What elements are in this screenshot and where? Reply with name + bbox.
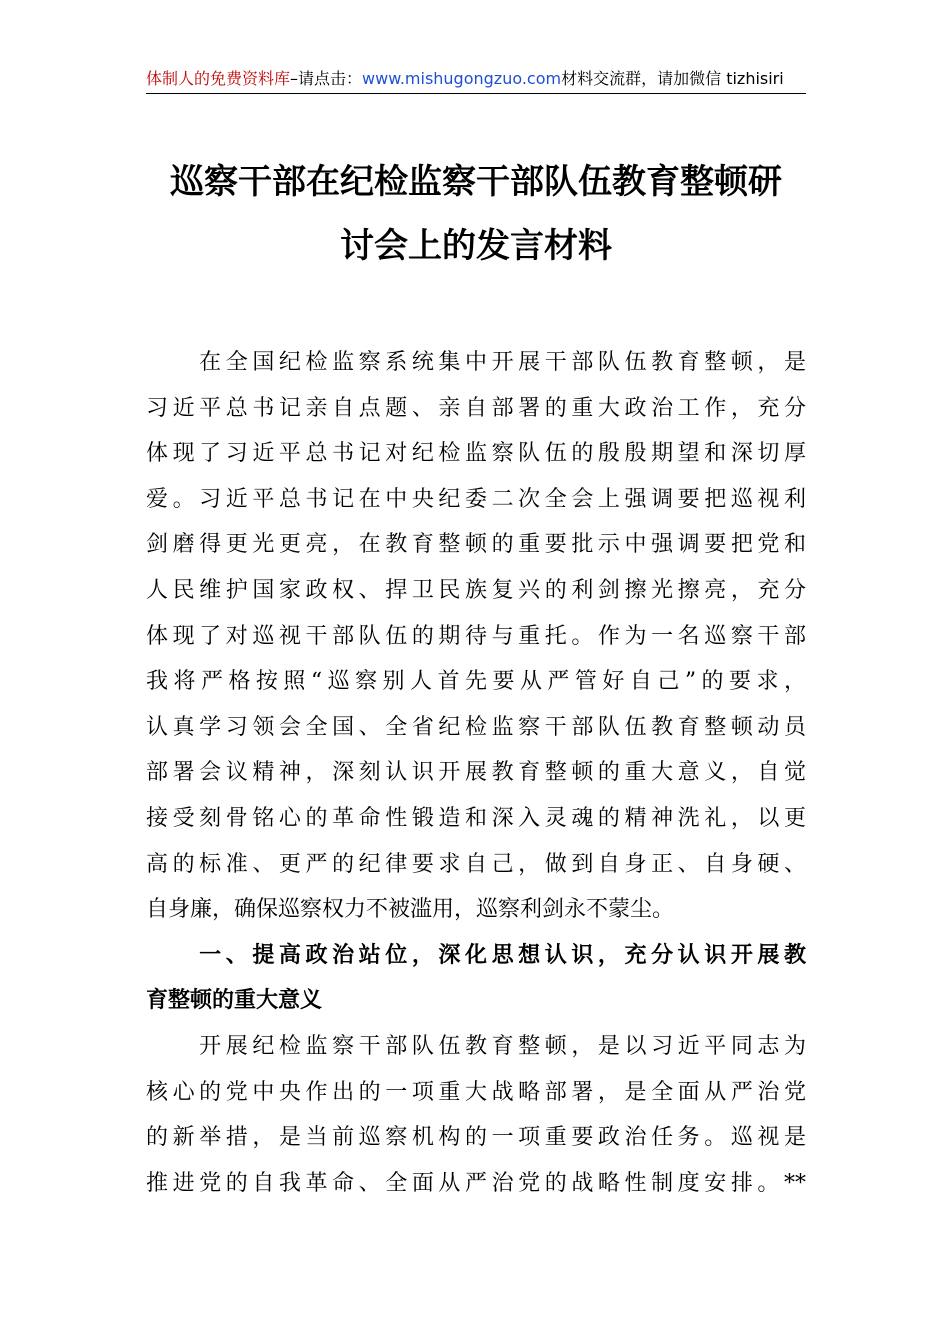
title-line-2: 讨会上的发言材料: [340, 226, 612, 266]
body-line: 人民维护国家政权、捍卫民族复兴的利剑擦光擦亮，充分: [146, 577, 806, 603]
body-line: 爱。习近平总书记在中央纪委二次全会上强调要把巡视利: [146, 486, 806, 512]
body-line: 开展纪检监察干部队伍教育整顿，是以习近平同志为: [146, 1033, 806, 1059]
body-line: 高的标准、更严的纪律要求自己，做到自身正、自身硬、: [146, 851, 806, 877]
body-line: 认真学习领会全国、全省纪检监察干部队伍教育整顿动员: [146, 714, 806, 740]
body-line: 推进党的自我革命、全面从严治党的战略性制度安排。**: [146, 1170, 806, 1196]
body-line: 剑磨得更光更亮，在教育整顿的重要批示中强调要把党和: [146, 532, 806, 558]
body-line: 接受刻骨铭心的革命性锻造和深入灵魂的精神洗礼，以更: [146, 805, 806, 831]
document-title: [146, 150, 806, 278]
body-line: 体现了习近平总书记对纪检监察队伍的殷殷期望和深切厚: [146, 441, 806, 467]
header-banner: [146, 68, 806, 90]
title-line-1: 巡察干部在纪检监察干部队伍教育整顿研: [170, 162, 782, 202]
body-line: 部署会议精神，深刻认识开展教育整顿的重大意义，自觉: [146, 760, 806, 786]
site-link[interactable]: www.mishugongzuo.com: [362, 69, 562, 88]
document-body: [146, 340, 806, 1206]
body-line: 我将严格按照“巡察别人首先要从严管好自己”的要求，: [146, 669, 806, 695]
section-heading-line: 育整顿的重大意义: [146, 988, 323, 1014]
section-heading-line: 一、提高政治站位，深化思想认识，充分认识开展教: [146, 942, 806, 968]
body-line: 自身廉，确保巡察权力不被滥用，巡察利剑永不蒙尘。: [146, 897, 675, 923]
contact-info: 材料交流群，请加微信 tizhisiri: [561, 69, 784, 88]
header-divider: [146, 93, 806, 94]
click-prompt: –请点击：: [290, 69, 363, 88]
body-line: 核心的党中央作出的一项重大战略部署，是全面从严治党: [146, 1079, 806, 1105]
site-name: 体制人的免费资料库: [146, 69, 291, 88]
body-line: 体现了对巡视干部队伍的期待与重托。作为一名巡察干部: [146, 623, 806, 649]
body-line: 习近平总书记亲自点题、亲自部署的重大政治工作，充分: [146, 395, 806, 421]
body-line: 的新举措，是当前巡察机构的一项重要政治任务。巡视是: [146, 1125, 806, 1151]
body-line: 在全国纪检监察系统集中开展干部队伍教育整顿，是: [146, 350, 806, 375]
